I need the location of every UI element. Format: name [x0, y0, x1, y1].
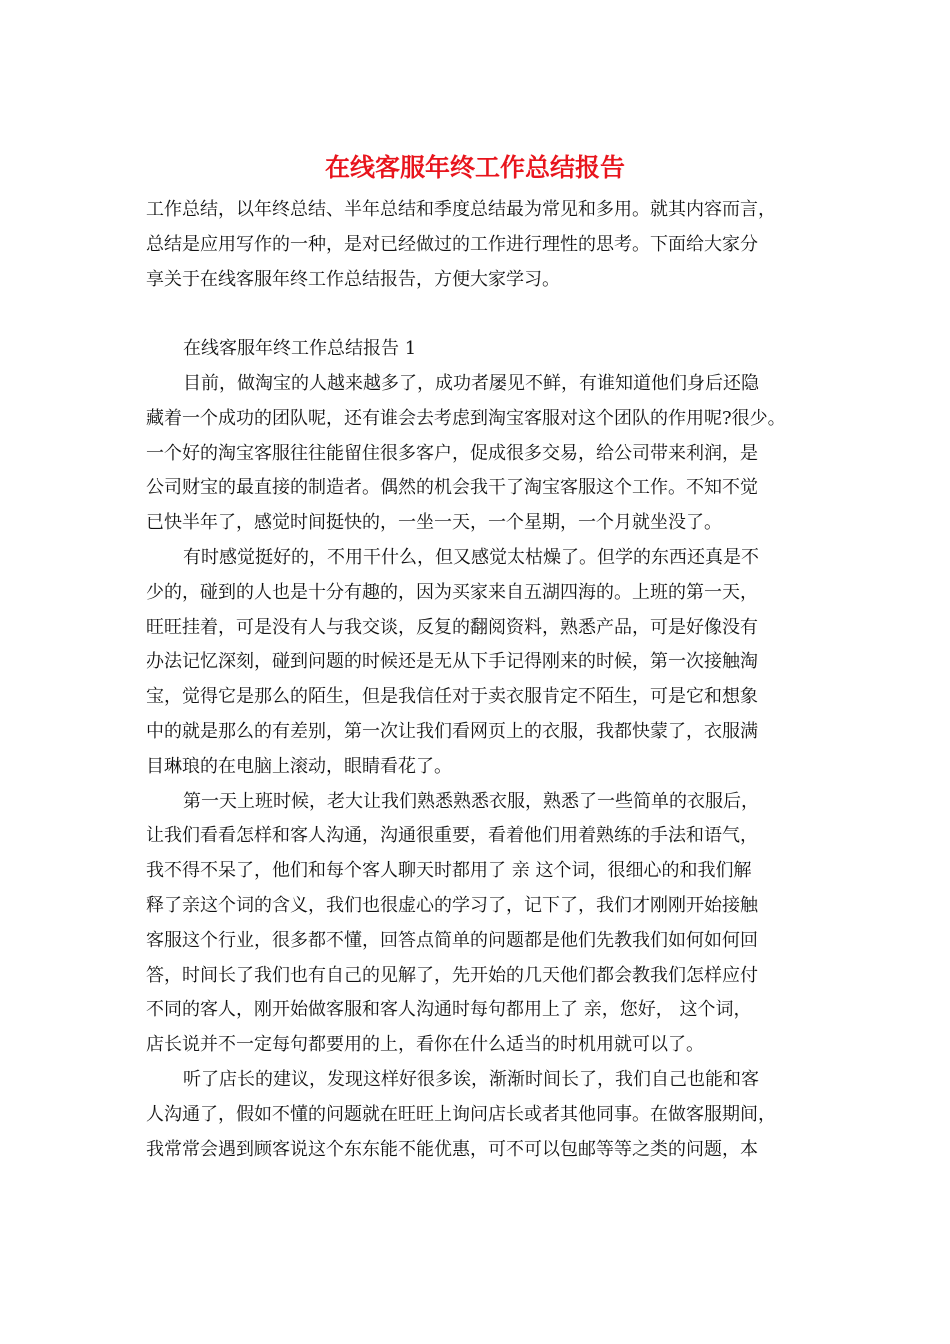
- text-line: 人沟通了，假如不懂的问题就在旺旺上询问店长或者其他同事。在做客服期间，: [146, 1103, 776, 1125]
- text-line: 第一天上班时候，老大让我们熟悉熟悉衣服，熟悉了一些简单的衣服后，: [183, 790, 759, 812]
- text-line: 目琳琅的在电脑上滚动，眼睛看花了。: [146, 755, 452, 777]
- text-line: 旺旺挂着，可是没有人与我交谈，反复的翻阅资料，熟悉产品，可是好像没有: [146, 616, 758, 638]
- text-line: 答，时间长了我们也有自己的见解了，先开始的几天他们都会教我们怎样应付: [146, 964, 758, 986]
- blank-line: [146, 297, 822, 332]
- text-line: 公司财宝的最直接的制造者。偶然的机会我干了淘宝客服这个工作。不知不觉: [146, 477, 758, 499]
- text-line: 释了亲这个词的含义，我们也很虚心的学习了，记下了，我们才刚刚开始接触: [146, 894, 758, 916]
- text-line: 目前，做淘宝的人越来越多了，成功者屡见不鲜，有谁知道他们身后还隐: [183, 372, 759, 394]
- text-line: 宝，觉得它是那么的陌生，但是我信任对于卖衣服肯定不陌生，可是它和想象: [146, 686, 758, 708]
- text-line: 我不得不呆了，他们和每个客人聊天时都用了 亲 这个词，很细心的和我们解: [146, 860, 752, 882]
- text-line: 中的就是那么的有差别，第一次让我们看网页上的衣服，我都快蒙了，衣服满: [146, 720, 758, 742]
- paragraph-3: [146, 785, 822, 1063]
- intro-paragraph: [146, 193, 822, 297]
- text-line: 店长说并不一定每句都要用的上，看你在什么适当的时机用就可以了。: [146, 1034, 704, 1056]
- text-line: 少的，碰到的人也是十分有趣的，因为买家来自五湖四海的。上班的第一天，: [146, 581, 758, 603]
- text-line: 听了店长的建议，发现这样好很多诶，渐渐时间长了，我们自己也能和客: [183, 1068, 759, 1090]
- text-line: 办法记忆深刻，碰到问题的时候还是无从下手记得刚来的时候，第一次接触淘: [146, 651, 758, 673]
- text-line: 客服这个行业，很多都不懂，回答点简单的问题都是他们先教我们如何如何回: [146, 929, 758, 951]
- paragraph-1: [146, 367, 822, 541]
- paragraph-2: [146, 541, 822, 785]
- text-line: 享关于在线客服年终工作总结报告，方便大家学习。: [146, 268, 560, 290]
- text-line: 不同的客人，刚开始做客服和客人沟通时每句都用上了 亲，您好， 这个词，: [146, 999, 752, 1021]
- text-line: 我常常会遇到顾客说这个东东能不能优惠，可不可以包邮等等之类的问题，本: [146, 1138, 758, 1160]
- section-heading: 在线客服年终工作总结报告 1: [183, 338, 417, 360]
- text-line: 让我们看看怎样和客人沟通，沟通很重要，看着他们用着熟练的手法和语气，: [146, 825, 758, 847]
- paragraph-4: [146, 1063, 822, 1167]
- text-line: 总结是应用写作的一种，是对已经做过的工作进行理性的思考。下面给大家分: [146, 233, 758, 255]
- text-line: 工作总结，以年终总结、半年总结和季度总结最为常见和多用。就其内容而言，: [146, 199, 776, 220]
- text-line: 藏着一个成功的团队呢，还有谁会去考虑到淘宝客服对这个团队的作用呢?很少。: [146, 407, 786, 429]
- text-line: 有时感觉挺好的，不用干什么，但又感觉太枯燥了。但学的东西还真是不: [183, 546, 759, 568]
- document-body: [146, 193, 822, 1167]
- text-line: 已快半年了，感觉时间挺快的，一坐一天，一个星期，一个月就坐没了。: [146, 512, 722, 534]
- text-line: 一个好的淘宝客服往往能留住很多客户，促成很多交易，给公司带来利润，是: [146, 442, 758, 464]
- document-title: 在线客服年终工作总结报告: [324, 153, 625, 182]
